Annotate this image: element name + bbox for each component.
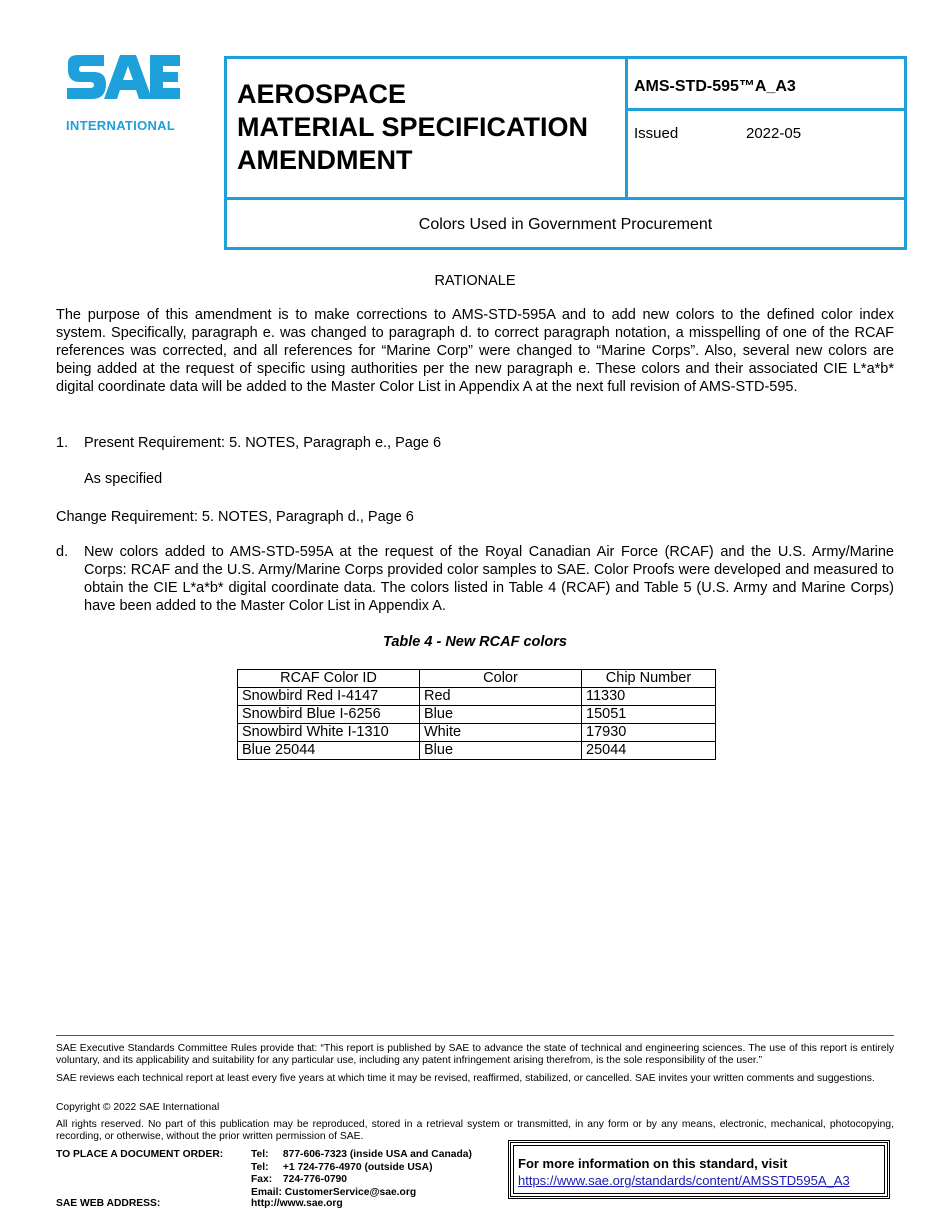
contact-row: [251, 1149, 472, 1162]
contact-label: Fax:: [251, 1174, 273, 1185]
contact-label: Tel:: [251, 1149, 269, 1160]
header-box: [224, 56, 907, 250]
rationale-heading: RATIONALE: [434, 273, 516, 289]
contact-value[interactable]: 724-776-0790: [282, 1174, 347, 1185]
rationale-paragraph: The purpose of this amendment is to make corrections to AMS-STD-595A and to add new colors to the defined color index system. Specifically, paragraph e. was changed to paragraph d. to correct paragraph notation, a misspelling of one of the RCAF references was corrected, and all references for “Marine Corp” were changed to “Marine Corps”. Also, several new colors are being added at the request of specific using authorities per the new paragraph e. These colors and their associated CIE L*a*b* digital coordinate data will be added to the Master Color List in Appendix A at the next full revision of AMS-STD-595.: [56, 307, 894, 395]
title-line: AEROSPACE: [237, 79, 407, 109]
table-header-row: [238, 670, 716, 688]
info-box: [508, 1140, 890, 1199]
as-specified-text: As specified: [84, 471, 163, 487]
table-cell: Red: [420, 688, 582, 706]
web-address-link[interactable]: http://www.sae.org: [251, 1198, 343, 1209]
contact-list: [251, 1149, 472, 1199]
copyright: Copyright © 2022 SAE International: [56, 1102, 220, 1113]
sae-logo-mark: [64, 55, 194, 135]
title-line: AMENDMENT: [237, 145, 413, 175]
document-id: AMS-STD-595™A_A3: [634, 78, 796, 95]
sae-logo: [64, 55, 194, 135]
table-cell: White: [420, 724, 582, 742]
web-address-label: SAE WEB ADDRESS:: [56, 1198, 161, 1209]
table-cell: Snowbird Blue I-6256: [238, 706, 420, 724]
order-label: TO PLACE A DOCUMENT ORDER:: [56, 1149, 224, 1160]
table-cell: 11330: [582, 688, 716, 706]
table-cell: Blue: [420, 742, 582, 760]
table-cell: Snowbird Red I-4147: [238, 688, 420, 706]
issued-date: 2022-05: [746, 125, 802, 142]
table-row: [238, 742, 716, 760]
table-row: [238, 724, 716, 742]
document-subtitle: Colors Used in Government Procurement: [418, 216, 713, 233]
contact-email[interactable]: Email: CustomerService@sae.org: [251, 1186, 417, 1198]
present-requirement: Present Requirement: 5. NOTES, Paragraph e., Page 6: [84, 435, 442, 451]
standard-link[interactable]: https://www.sae.org/standards/content/AMSSTD595A_A3: [518, 1173, 850, 1188]
contact-value[interactable]: +1 724-776-4970 (outside USA): [282, 1161, 433, 1173]
header-divider: [625, 108, 907, 111]
contact-value[interactable]: 877-606-7323 (inside USA and Canada): [282, 1149, 472, 1160]
table-cell: 25044: [582, 742, 716, 760]
column-header: Chip Number: [582, 670, 716, 688]
rules-notice: SAE Executive Standards Committee Rules provide that: “This report is published by SAE to advance the state of technical and engineering sciences. The use of this report is entirely voluntary, and its applicability and suitability for any particular use, including any patent infringement arising therefrom, is the sole responsibility of the user.”: [56, 1043, 894, 1066]
table-row: [238, 706, 716, 724]
table-cell: 17930: [582, 724, 716, 742]
table-cell: 15051: [582, 706, 716, 724]
info-label: For more information on this standard, visit: [518, 1156, 788, 1171]
item-d-paragraph: New colors added to AMS-STD-595A at the request of the Royal Canadian Air Force (RCAF) and the U.S. Army/Marine Corps: RCAF and the U.S. Army/Marine Corps provided color samples to SAE. Color Proofs were developed and measured to obtain the CIE L*a*b* digital coordinate data. The colors listed in Table 4 (RCAF) and Table 5 (U.S. Army and Marine Corps) have been added to the Master Color List in Appendix A.: [84, 544, 894, 614]
change-requirement: Change Requirement: 5. NOTES, Paragraph d., Page 6: [56, 509, 414, 525]
issued-label: Issued: [634, 125, 679, 142]
contact-row: [251, 1174, 472, 1187]
contact-label: Tel:: [251, 1161, 269, 1173]
document-type-title: [237, 78, 622, 177]
review-notice: SAE reviews each technical report at least every five years at which time it may be revised, reaffirmed, stabilized, or cancelled. SAE invites your written comments and suggestions.: [56, 1073, 875, 1084]
table-row: [238, 688, 716, 706]
column-header: Color: [420, 670, 582, 688]
logo-subtext: INTERNATIONAL: [66, 118, 176, 133]
contact-row: [251, 1162, 472, 1175]
item-number: 1.: [56, 435, 69, 451]
header-divider: [625, 59, 628, 199]
table-cell: Snowbird White I-1310: [238, 724, 420, 742]
title-line: MATERIAL SPECIFICATION: [237, 112, 588, 142]
table-cell: Blue 25044: [238, 742, 420, 760]
column-header: RCAF Color ID: [238, 670, 420, 688]
rights-notice: All rights reserved. No part of this publication may be reproduced, stored in a retrieval system or transmitted, in any form or by any means, electronic, mechanical, photocopying, recording, or otherwise, without the prior written permission of SAE.: [56, 1119, 894, 1142]
table-cell: Blue: [420, 706, 582, 724]
header-divider: [227, 197, 904, 200]
table-caption: Table 4 - New RCAF colors: [383, 634, 567, 650]
rcaf-colors-table: [237, 669, 716, 760]
item-label: d.: [56, 544, 69, 560]
footer-divider: [56, 1035, 894, 1036]
